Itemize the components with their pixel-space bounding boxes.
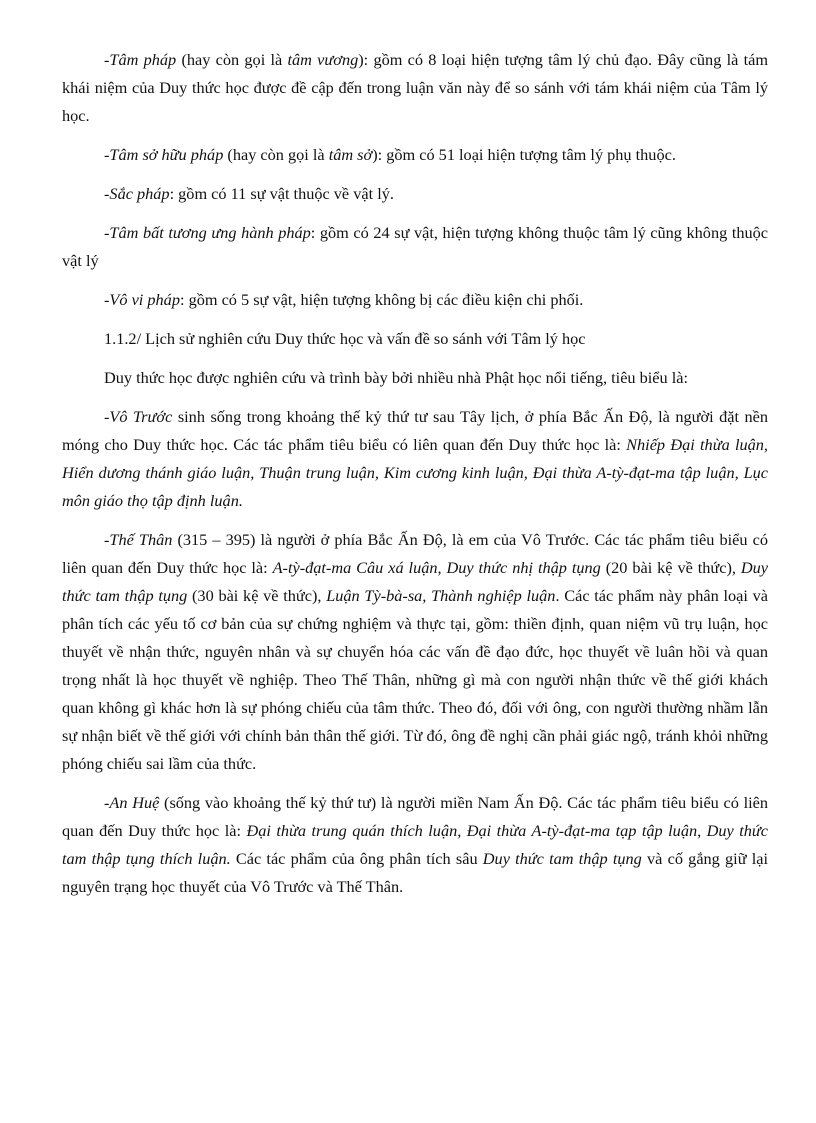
text-segment: ): gồm có 51 loại hiện tượng tâm lý phụ thuộc. <box>372 145 676 164</box>
body-text <box>62 46 768 912</box>
text-segment: - <box>104 50 110 69</box>
text-segment: - <box>104 290 110 309</box>
text-segment: (hay còn gọi là <box>223 145 329 164</box>
text-segment: 1.1.2/ Lịch sử nghiên cứu Duy thức học và vấn đề so sánh với Tâm lý học <box>104 329 586 348</box>
text-segment: : gồm có 24 sự vật, hiện tượng không thuộc tâm lý cũng không thuộc vật lý <box>62 223 768 270</box>
italic-text-segment: tâm sở <box>328 145 373 164</box>
italic-text-segment: An Huệ <box>109 793 160 812</box>
italic-text-segment: Vô Trước <box>109 407 173 426</box>
paragraph-an-hue <box>62 789 768 901</box>
paragraph-vo-vi-phap <box>62 286 768 314</box>
text-segment: . Các tác phẩm này phân loại và phân tích các yếu tố cơ bản của sự chứng nghiệm và thực tại, gồm: thiền định, quan niệm vũ trụ luận, học thuyết về nhận thức, nguyên nhân và sự chuyển hóa các vấn đề đạo đức, học thuyết về luân hồi và quan trọng nhất là học thuyết về nghiệp. Theo Thế Thân, những gì mà con người nhận thức về thế giới khách quan không gì khác hơn là sự phóng chiếu của tâm thức. Theo đó, đối với ông, con người thường nhầm lẫn sự nhận biết về thế giới với chính bản thân thế giới. Từ đó, ông đề nghị cần phải giác ngộ, tránh khỏi những phóng chiếu sai lầm của thức. <box>62 586 769 773</box>
text-segment: - <box>104 530 110 549</box>
italic-text-segment: Thế Thân <box>109 530 173 549</box>
text-segment: - <box>104 407 110 426</box>
italic-text-segment: Đại thừa trung quán thích luận, Đại thừa A-tỳ-đạt-ma tạp tập luận, Duy thức tam thập tụng thích luận. <box>62 821 768 868</box>
text-segment: (sống vào khoảng thế kỷ thứ tư) là người miền Nam Ấn Độ. Các tác phẩm tiêu biểu có liên quan đến Duy thức học là: <box>62 793 768 840</box>
italic-text-segment: A-tỳ-đạt-ma Câu xá luận, Duy thức nhị thập tụng <box>272 558 601 577</box>
paragraph-tam-phap <box>62 46 768 130</box>
paragraph-vo-truoc <box>62 403 768 515</box>
italic-text-segment: Tâm bất tương ưng hành pháp <box>109 223 311 242</box>
text-segment: Các tác phẩm của ông phân tích sâu <box>230 849 483 868</box>
text-segment: Duy thức học được nghiên cứu và trình bày bởi nhiều nhà Phật học nổi tiếng, tiêu biểu là: <box>104 368 689 387</box>
text-segment: : gồm có 5 sự vật, hiện tượng không bị các điều kiện chi phối. <box>179 290 584 309</box>
italic-text-segment: Sắc pháp <box>109 184 170 203</box>
text-segment: (30 bài kệ về thức), <box>187 586 327 605</box>
text-segment: - <box>104 184 110 203</box>
italic-text-segment: Duy thức tam thập tụng <box>482 849 642 868</box>
text-segment: - <box>104 145 110 164</box>
italic-text-segment: , Duy thức tam thập tụng <box>62 558 768 605</box>
italic-text-segment: tâm vương <box>287 50 359 69</box>
italic-text-segment: Vô vi pháp <box>109 290 180 309</box>
text-segment: sinh sống trong khoảng thế kỷ thứ tư sau Tây lịch, ở phía Bắc Ấn Độ, là người đặt nền móng cho Duy thức học. Các tác phẩm tiêu biểu có liên quan đến Duy thức học là: <box>62 407 768 454</box>
text-segment: - <box>104 793 110 812</box>
text-segment: (20 bài kệ về thức) <box>600 558 732 577</box>
italic-text-segment: Tâm sở hữu pháp <box>109 145 224 164</box>
paragraph-intro <box>62 364 768 392</box>
text-segment: và cố gắng giữ lại nguyên trạng học thuyết của Vô Trước và Thế Thân. <box>62 849 768 896</box>
paragraph-sac-phap <box>62 180 768 208</box>
text-segment: ): gồm có 8 loại hiện tượng tâm lý chủ đạo. Đây cũng là tám khái niệm của Duy thức học được đề cập đến trong luận văn này để so sánh với tám khái niệm của Tâm lý học. <box>62 50 769 125</box>
text-segment: (315 – 395) là người ở phía Bắc Ấn Độ, là em của Vô Trước. Các tác phẩm tiêu biểu có liên quan đến Duy thức học là: <box>62 530 768 577</box>
paragraph-tam-so-huu-phap <box>62 141 768 169</box>
section-heading <box>62 325 768 353</box>
italic-text-segment: Tâm pháp <box>109 50 177 69</box>
paragraph-the-than <box>62 526 768 778</box>
paragraph-tam-bat-tuong-ung <box>62 219 768 275</box>
italic-text-segment: Luận Tỳ-bà-sa, Thành nghiệp luận <box>326 586 556 605</box>
text-segment: : gồm có 11 sự vật thuộc về vật lý. <box>169 184 394 203</box>
italic-text-segment: Nhiếp Đại thừa luận, Hiển dương thánh giáo luận, Thuận trung luận, Kim cương kinh luận, Đại thừa A-tỳ-đạt-ma tập luận, Lục môn giáo thọ tập định luận. <box>62 435 768 510</box>
text-segment: - <box>104 223 110 242</box>
text-segment: (hay còn gọi là <box>176 50 288 69</box>
